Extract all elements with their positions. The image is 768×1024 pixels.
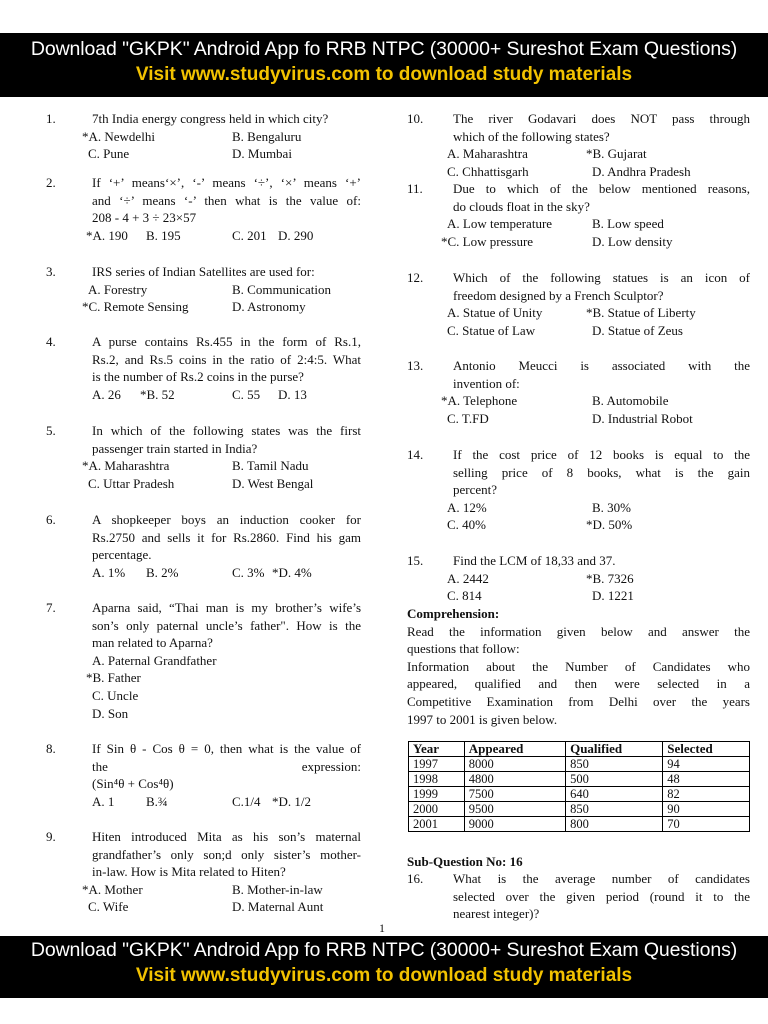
answer-option: B. Tamil Nadu bbox=[232, 458, 309, 474]
question-text bbox=[92, 422, 361, 457]
answer-option: D. 290 bbox=[278, 227, 314, 243]
table-cell: 2000 bbox=[409, 802, 465, 817]
question-10 bbox=[407, 110, 750, 180]
answer-option: *C. Remote Sensing bbox=[82, 299, 189, 315]
table-cell: 4800 bbox=[464, 772, 565, 787]
column-header: Year bbox=[409, 742, 465, 757]
table-cell: 640 bbox=[566, 787, 663, 802]
question-1 bbox=[46, 110, 361, 163]
answer-option: A. 26 bbox=[92, 386, 121, 402]
table-cell: 8000 bbox=[464, 757, 565, 772]
question-text bbox=[453, 870, 750, 923]
answer-option: A. Maharashtra bbox=[447, 146, 528, 162]
table-cell: 2001 bbox=[409, 817, 465, 832]
question-15 bbox=[407, 552, 750, 605]
question-number: 3. bbox=[46, 264, 56, 279]
question-number: 1. bbox=[46, 111, 56, 126]
question-13 bbox=[407, 357, 750, 427]
question-line: freedom designed by a French Sculptor? bbox=[453, 287, 664, 303]
question-text bbox=[92, 740, 361, 793]
question-line: in-law. How is Mita related to Hiten? bbox=[92, 864, 286, 880]
question-14 bbox=[407, 446, 750, 534]
question-line: nearest integer)? bbox=[453, 906, 540, 922]
answer-option: C. Uttar Pradesh bbox=[88, 475, 175, 491]
table-cell: 9000 bbox=[464, 817, 565, 832]
sub-question-heading: Sub-Question No: 16 bbox=[407, 854, 523, 869]
table-row bbox=[409, 787, 750, 802]
question-number: 8. bbox=[46, 741, 56, 756]
answer-option: A. 12% bbox=[447, 499, 487, 515]
answer-option: B. Low speed bbox=[592, 216, 664, 232]
answer-option: B. Automobile bbox=[592, 393, 669, 409]
table-row bbox=[409, 802, 750, 817]
table-cell: 500 bbox=[566, 772, 663, 787]
table-cell: 48 bbox=[663, 772, 750, 787]
table-cell: 1998 bbox=[409, 772, 465, 787]
question-4 bbox=[46, 333, 361, 403]
table-cell: 94 bbox=[663, 757, 750, 772]
question-line: percent? bbox=[453, 482, 498, 498]
answer-option: D. 1221 bbox=[592, 588, 634, 604]
question-line: 208 - 4 + 3 ÷ 23×57 bbox=[92, 210, 197, 226]
question-line: A purse contains Rs.455 in the form of Rs.1, bbox=[92, 334, 361, 349]
question-number: 16. bbox=[407, 871, 424, 886]
answer-option: C. Statue of Law bbox=[447, 322, 536, 338]
banner-visit-text: Visit www.studyvirus.com to download study materials bbox=[135, 965, 633, 986]
question-line: The river Godavari does NOT pass through bbox=[453, 111, 750, 126]
question-11 bbox=[407, 180, 750, 250]
answer-option: *A. 190 bbox=[86, 227, 128, 243]
answer-option: C. 3% bbox=[232, 564, 265, 580]
question-line: Hiten introduced Mita as his son’s maternal bbox=[92, 829, 361, 844]
question-5 bbox=[46, 422, 361, 492]
banner-download-text: Download "GKPK" Android App fo RRB NTPC (30000+ Sureshot Exam Questions) bbox=[30, 38, 738, 60]
answer-option: *D. 50% bbox=[586, 517, 633, 533]
bottom-banner bbox=[0, 936, 768, 998]
question-text bbox=[92, 828, 361, 881]
question-text bbox=[453, 269, 750, 304]
question-text bbox=[92, 110, 361, 128]
question-number: 13. bbox=[407, 358, 424, 373]
question-line: man related to Aparna? bbox=[92, 635, 213, 651]
question-text bbox=[92, 599, 361, 652]
question-line: and ‘÷’ means ‘-’ then what is the value of: bbox=[92, 192, 361, 208]
answer-option: D. Low density bbox=[592, 233, 673, 249]
banner-download-text: Download "GKPK" Android App fo RRB NTPC (30000+ Sureshot Exam Questions) bbox=[30, 939, 738, 961]
comprehension-block bbox=[407, 605, 750, 728]
answer-option: C. Pune bbox=[88, 146, 130, 162]
answer-option: B. Bengaluru bbox=[232, 128, 302, 144]
answer-option: *B. 52 bbox=[140, 386, 175, 402]
answer-option: *B. 7326 bbox=[586, 570, 634, 586]
question-number: 11. bbox=[407, 181, 423, 196]
question-line: Rs.2, and Rs.5 coins in the ratio of 2:4:5. What bbox=[92, 351, 361, 367]
question-line: Due to which of the below mentioned reasons, bbox=[453, 181, 750, 196]
table-row bbox=[409, 817, 750, 832]
question-text bbox=[92, 174, 361, 227]
question-line: which of the following states? bbox=[453, 128, 610, 144]
question-7 bbox=[46, 599, 361, 722]
answer-option: B. 30% bbox=[592, 499, 631, 515]
table-cell: 9500 bbox=[464, 802, 565, 817]
question-6 bbox=[46, 511, 361, 581]
answer-option: *A. Maharashtra bbox=[82, 458, 170, 474]
question-line: son’s only paternal uncle’s father". How is the bbox=[92, 617, 361, 633]
answer-option: *B. Gujarat bbox=[586, 146, 647, 162]
answer-option: C. 201 bbox=[232, 227, 267, 243]
answer-option: *C. Low pressure bbox=[441, 233, 534, 249]
answer-option: A. 2442 bbox=[447, 570, 489, 586]
question-2 bbox=[46, 174, 361, 244]
question-line: selling price of 8 books, what is the gain bbox=[453, 464, 750, 480]
answer-option: A. Statue of Unity bbox=[447, 305, 543, 321]
answer-option: C. 814 bbox=[447, 588, 482, 604]
comprehension-line: appeared, qualified and then were selected in a bbox=[407, 676, 750, 692]
answer-option: *B. Father bbox=[86, 670, 141, 686]
question-line: Find the LCM of 18,33 and 37. bbox=[453, 553, 616, 568]
answer-option: *B. Statue of Liberty bbox=[586, 305, 696, 321]
answer-option: B.¾ bbox=[146, 793, 168, 809]
question-line: IRS series of Indian Satellites are used for: bbox=[92, 264, 315, 279]
answer-option: B. 195 bbox=[146, 227, 181, 243]
answer-option: D. Mumbai bbox=[232, 146, 292, 162]
answer-option: *A. Newdelhi bbox=[82, 128, 155, 144]
question-line: grandfather’s only son;d only sister’s mother- bbox=[92, 846, 361, 862]
question-line: Rs.2750 and sells it for Rs.2860. Find his gam bbox=[92, 529, 361, 545]
question-line: If ‘+’ means‘×’, ‘-’ means ‘÷’, ‘×’ means ‘+’ bbox=[92, 175, 361, 190]
question-12 bbox=[407, 269, 750, 339]
column-header: Selected bbox=[663, 742, 750, 757]
answer-option: C. Chhattisgarh bbox=[447, 163, 529, 179]
answer-option: C. T.FD bbox=[447, 410, 489, 426]
comprehension-line: 1997 to 2001 is given below. bbox=[407, 711, 558, 727]
table-header-row bbox=[409, 742, 750, 757]
question-text bbox=[92, 511, 361, 564]
answer-option: *A. Telephone bbox=[441, 393, 518, 409]
question-number: 4. bbox=[46, 334, 56, 349]
column-header: Appeared bbox=[464, 742, 565, 757]
question-line: percentage. bbox=[92, 547, 152, 563]
table-cell: 90 bbox=[663, 802, 750, 817]
question-line: passenger train started in India? bbox=[92, 440, 258, 456]
answer-option: A. Forestry bbox=[88, 281, 148, 297]
answer-option: *A. Mother bbox=[82, 881, 143, 897]
answer-option: A. Low temperature bbox=[447, 216, 553, 232]
question-line: is the number of Rs.2 coins in the purse? bbox=[92, 369, 304, 385]
question-text bbox=[92, 263, 361, 281]
answer-option: D. Industrial Robot bbox=[592, 410, 693, 426]
question-line: If Sin θ - Cos θ = 0, then what is the value of bbox=[92, 741, 361, 756]
question-line: Aparna said, “Thai man is my brother’s wife’s bbox=[92, 600, 361, 615]
answer-option: D. 13 bbox=[278, 386, 307, 402]
question-number: 10. bbox=[407, 111, 424, 126]
question-number: 5. bbox=[46, 423, 56, 438]
question-number: 14. bbox=[407, 447, 424, 462]
answer-option: D. Astronomy bbox=[232, 299, 306, 315]
comprehension-line: Read the information given below and answer the bbox=[407, 623, 750, 639]
answer-option: D. Maternal Aunt bbox=[232, 899, 324, 915]
question-number: 9. bbox=[46, 829, 56, 844]
question-line: selected over the given period (round it to the bbox=[453, 888, 750, 904]
answer-option: B. Communication bbox=[232, 281, 331, 297]
comprehension-line: Competitive Examination from Delhi over the years bbox=[407, 693, 750, 709]
question-line: 7th India energy congress held in which city? bbox=[92, 111, 329, 126]
question-number: 15. bbox=[407, 553, 424, 568]
table-body bbox=[409, 757, 750, 832]
table-row bbox=[409, 757, 750, 772]
question-text bbox=[453, 110, 750, 145]
answer-option: A. 1 bbox=[92, 793, 115, 809]
table-cell: 70 bbox=[663, 817, 750, 832]
table-cell: 850 bbox=[566, 802, 663, 817]
table-cell: 800 bbox=[566, 817, 663, 832]
table-row bbox=[409, 772, 750, 787]
answer-option: B. 2% bbox=[146, 564, 179, 580]
question-text bbox=[453, 446, 750, 499]
answer-option: D. Andhra Pradesh bbox=[592, 163, 691, 179]
question-16 bbox=[407, 870, 750, 924]
banner-visit-text: Visit www.studyvirus.com to download study materials bbox=[135, 64, 633, 85]
question-line: do clouds float in the sky? bbox=[453, 198, 590, 214]
question-text bbox=[92, 333, 361, 386]
answer-option: A. 1% bbox=[92, 564, 126, 580]
question-3 bbox=[46, 263, 361, 316]
table-cell: 850 bbox=[566, 757, 663, 772]
question-text bbox=[453, 357, 750, 392]
answer-option: D. West Bengal bbox=[232, 475, 314, 491]
question-line: In which of the following states was the first bbox=[92, 423, 361, 438]
page-number: 1 bbox=[379, 921, 385, 935]
question-line: What is the average number of candidates bbox=[453, 871, 750, 886]
top-banner bbox=[0, 33, 768, 97]
question-9 bbox=[46, 828, 361, 916]
answer-option: C. Wife bbox=[88, 899, 129, 915]
table-cell: 82 bbox=[663, 787, 750, 802]
table-cell: 1997 bbox=[409, 757, 465, 772]
answer-option: *D. 1/2 bbox=[272, 793, 311, 809]
question-number: 7. bbox=[46, 600, 56, 615]
answer-option: D. Statue of Zeus bbox=[592, 322, 683, 338]
question-text bbox=[453, 552, 750, 570]
comprehension-line: Information about the Number of Candidates who bbox=[407, 658, 750, 674]
comprehension-line: questions that follow: bbox=[407, 641, 520, 657]
question-line: (Sin⁴θ + Cos⁴θ) bbox=[92, 776, 174, 792]
question-line: Which of the following statues is an icon of bbox=[453, 270, 750, 285]
answer-option: C.1/4 bbox=[232, 793, 261, 809]
column-header: Qualified bbox=[566, 742, 663, 757]
question-line: If the cost price of 12 books is equal to the bbox=[453, 447, 750, 462]
question-line: invention of: bbox=[453, 375, 520, 391]
question-text bbox=[453, 180, 750, 215]
comprehension-heading: Comprehension: bbox=[407, 606, 500, 621]
answer-option: D. Son bbox=[92, 705, 129, 721]
answer-option: C. 40% bbox=[447, 517, 486, 533]
answer-option: C. 55 bbox=[232, 386, 261, 402]
comprehension-text bbox=[407, 623, 750, 729]
question-number: 12. bbox=[407, 270, 424, 285]
answer-option: A. Paternal Grandfather bbox=[92, 652, 217, 668]
answer-option: C. Uncle bbox=[92, 688, 139, 703]
table-cell: 1999 bbox=[409, 787, 465, 802]
table-cell: 7500 bbox=[464, 787, 565, 802]
question-line: Antonio Meucci is associated with the bbox=[453, 358, 750, 373]
answer-option: B. Mother-in-law bbox=[232, 881, 323, 897]
question-8 bbox=[46, 740, 361, 810]
candidates-table bbox=[408, 741, 750, 832]
question-number: 2. bbox=[46, 175, 56, 190]
question-line: A shopkeeper boys an induction cooker for bbox=[92, 512, 361, 527]
answer-option: *D. 4% bbox=[272, 564, 312, 580]
question-line: the expression: bbox=[92, 758, 361, 774]
question-number: 6. bbox=[46, 512, 56, 527]
